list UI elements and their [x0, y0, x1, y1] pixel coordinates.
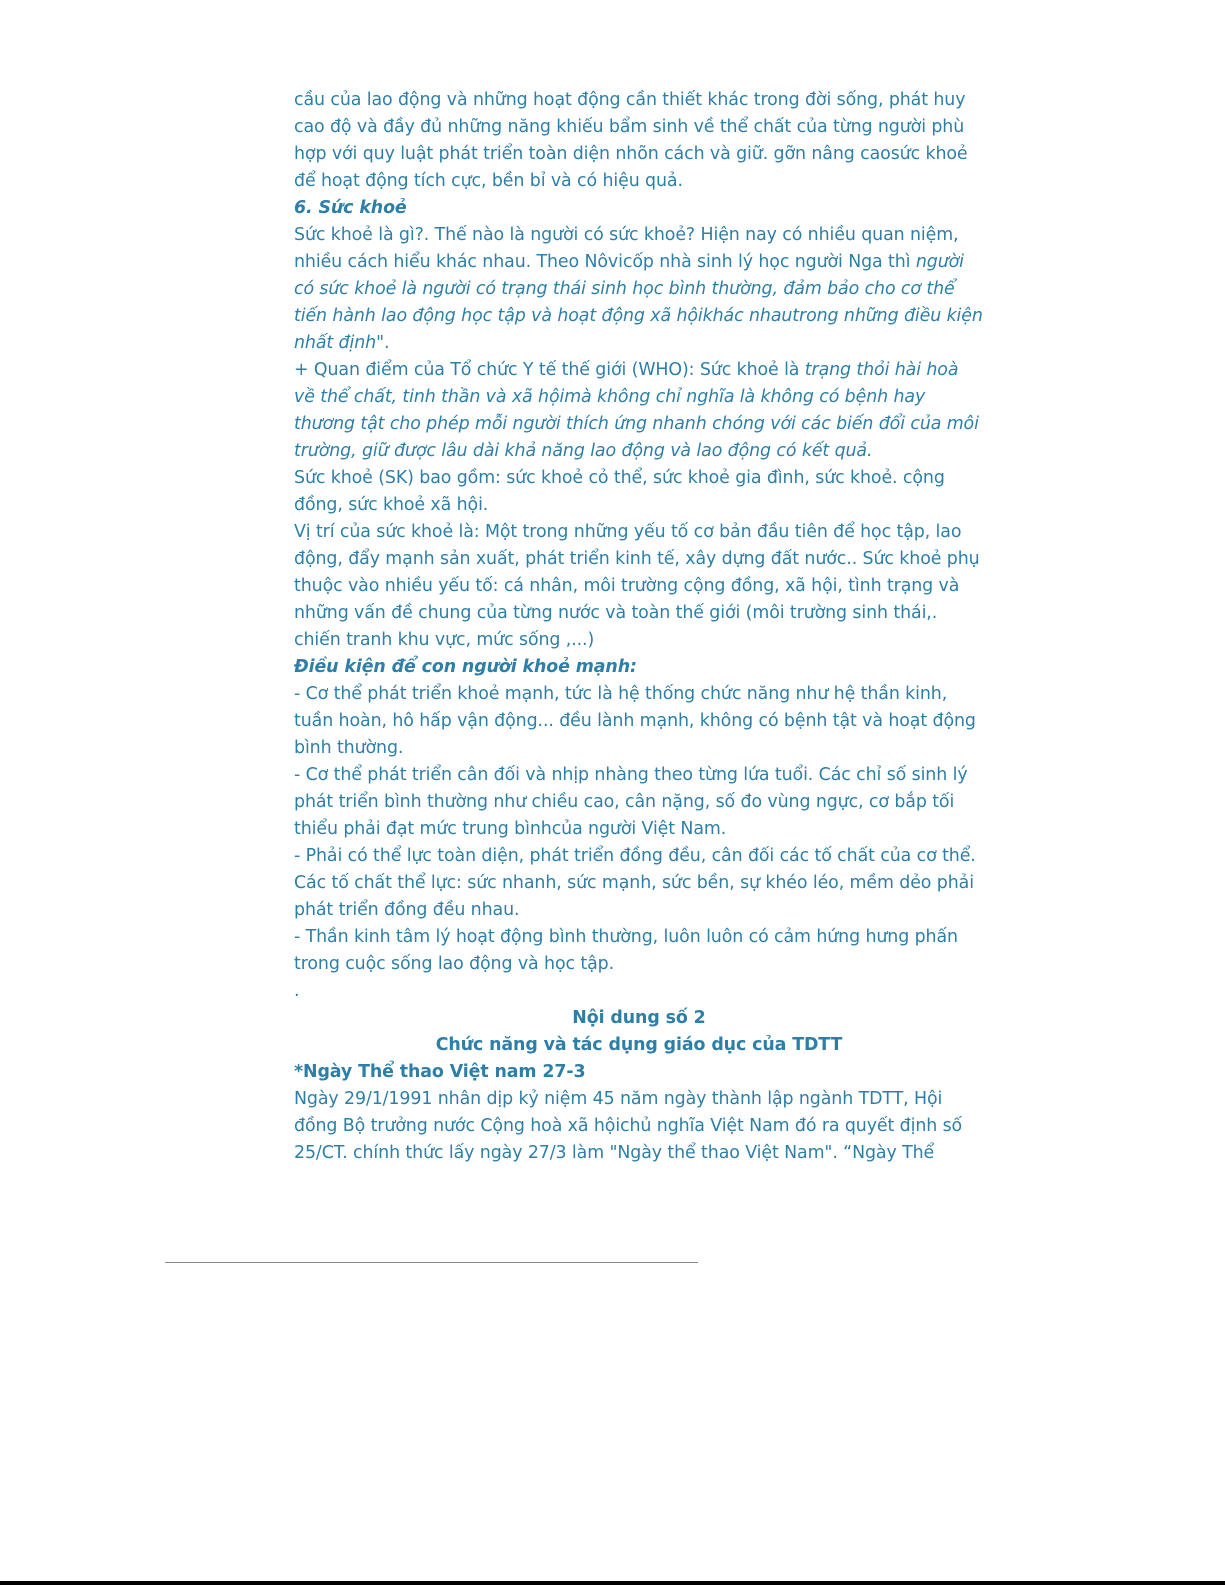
paragraph-health-types: Sức khoẻ (SK) bao gồm: sức khoẻ cỏ thể, sức khoẻ gia đình, sức khoẻ. cộng đồng, sức khoẻ xã hội. [294, 468, 945, 515]
stray-dot: . [294, 981, 300, 1001]
heading-conditions: Điều kiện để con người khoẻ mạnh: [294, 657, 637, 677]
page-body [294, 87, 984, 1167]
condition-item-4: - Thần kinh tâm lý hoạt động bình thường, luôn luôn có cảm hứng hưng phấn trong cuộc sống lao động và học tập. [294, 927, 958, 974]
section-subtitle: Chức năng và tác dụng giáo dục của TDTT [435, 1035, 843, 1055]
health-definition-end: ". [376, 333, 390, 353]
paragraph-who [294, 357, 984, 465]
footer-divider [165, 1262, 698, 1263]
section-heading: Nội dung số 2 [572, 1008, 706, 1028]
paragraph-health-definition [294, 222, 984, 357]
heading-health: 6. Sức khoẻ [294, 198, 407, 218]
paragraph-intro: cầu của lao động và những hoạt động cần thiết khác trong đời sống, phát huy cao độ và đầy đủ những năng khiếu bẩm sinh về thể chất của từng người phù hợp với quy luật phát triển toàn diện nhõn cách và giữ. gỡn nâng caosức khoẻ để hoạt động tích cực, bền bỉ và có hiệu quả. [294, 90, 968, 191]
heading-sports-day: *Ngày Thể thao Việt nam 27-3 [294, 1062, 586, 1082]
condition-item-1: - Cơ thể phát triển khoẻ mạnh, tức là hệ thống chức năng như hệ thần kinh, tuần hoàn, hô hấp vận động... đều lành mạnh, không có bệnh tật và hoạt động bình thường. [294, 684, 976, 758]
who-quote: trạng thỏi hài hoà về thể chất, tinh thần và xã hộimà không chỉ nghĩa là không có bệnh hay thương tật cho phép mỗi người thích ứng nhanh chóng với các biến đổi của môi trường, giữ được lâu dài khả năng lao động và lao động có kết quả. [294, 360, 979, 461]
paragraph-health-position: Vị trí của sức khoẻ là: Một trong những yếu tố cơ bản đầu tiên để học tập, lao động, đẩy mạnh sản xuất, phát triển kinh tế, xây dựng đất nước.. Sức khoẻ phụ thuộc vào nhiều yếu tố: cá nhân, môi trường cộng đồng, xã hội, tình trạng và những vấn đề chung của từng nước và toàn thế giới (môi trường sinh thái,. chiến tranh khu vực, mức sống ,...) [294, 522, 980, 650]
page-bottom-edge [0, 1581, 1225, 1585]
health-definition-quote: người có sức khoẻ là người có trạng thái sinh học bình thường, đảm bảo cho cơ thể tiến hành lao động học tập và hoạt động xã hộikhác nhautrong những điều kiện nhất định [294, 252, 983, 353]
paragraph-sports-day: Ngày 29/1/1991 nhân dịp kỷ niệm 45 năm ngày thành lập ngành TDTT, Hội đồng Bộ trưởng nước Cộng hoà xã hộichủ nghĩa Việt Nam đó ra quyết định số 25/CT. chính thức lấy ngày 27/3 làm "Ngày thể thao Việt Nam". “Ngày Thể [294, 1089, 963, 1163]
condition-item-3: - Phải có thể lực toàn diện, phát triển đồng đều, cân đối các tố chất của cơ thể. Các tố chất thể lực: sức nhanh, sức mạnh, sức bền, sự khéo léo, mềm dẻo phải phát triển đồng đều nhau. [294, 846, 976, 920]
condition-item-2: - Cơ thể phát triển cân đối và nhịp nhàng theo từng lứa tuổi. Các chỉ số sinh lý phát triển bình thường như chiều cao, cân nặng, số đo vùng ngực, cơ bắp tối thiểu phải đạt mức trung bìnhcủa người Việt Nam. [294, 765, 968, 839]
health-definition-text: Sức khoẻ là gì?. Thế nào là người có sức khoẻ? Hiện nay có nhiều quan niệm, nhiều cách hiểu khác nhau. Theo Nôvicốp nhà sinh lý học người Nga thì [294, 225, 959, 272]
who-intro: + Quan điểm của Tổ chức Y tế thế giới (WHO): Sức khoẻ là [294, 360, 805, 380]
